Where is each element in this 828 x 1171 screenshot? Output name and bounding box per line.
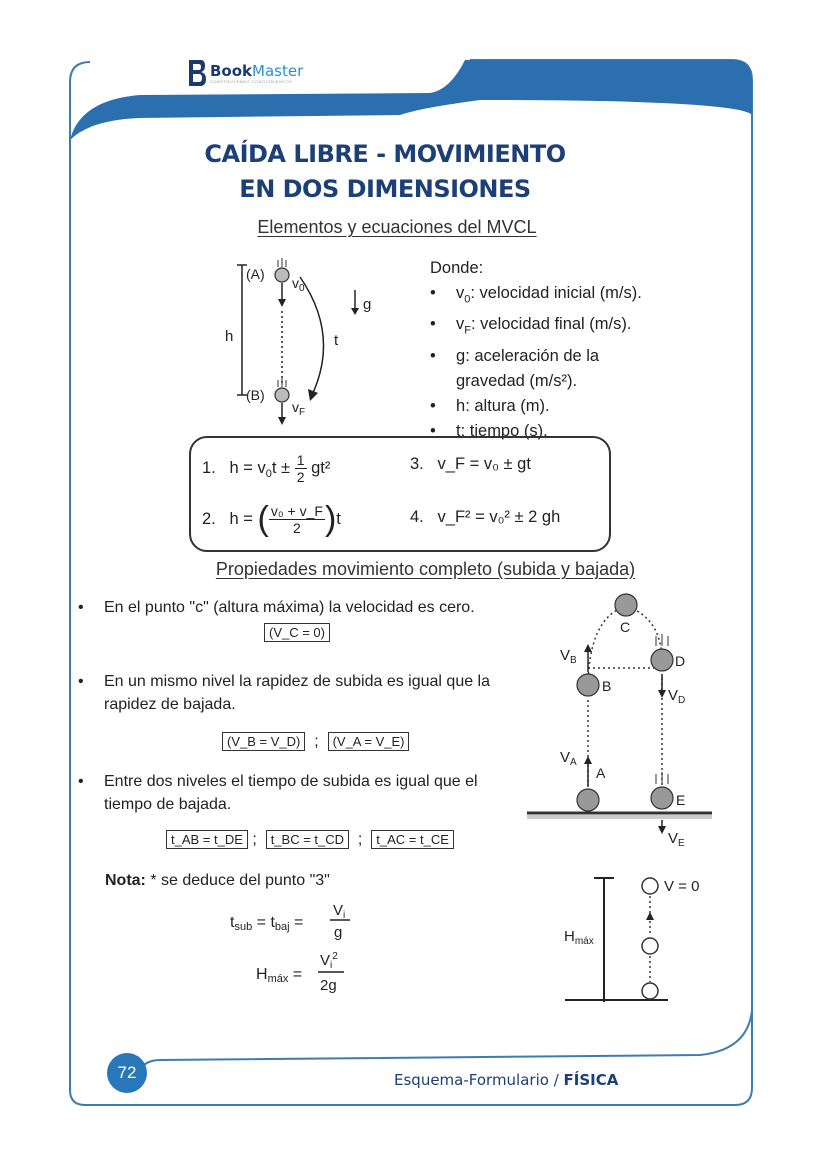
fraction-one-half: $\frac{1}{2}$ xyxy=(296,452,305,485)
label-vb: $V_B$ xyxy=(560,647,577,666)
ball-b xyxy=(577,674,599,696)
equation-3: 3. v_F = v₀ ± gt xyxy=(410,455,531,473)
svg-text:Hmáx =: Hmáx = xyxy=(256,966,303,985)
ball-b xyxy=(275,388,289,402)
ball-a xyxy=(275,268,289,282)
brand-name-part2: Master xyxy=(252,62,304,80)
derived-formulas xyxy=(220,890,390,1000)
equation-1: 1. $h = v_0t$ ± $\frac{1}{2}$ gt² xyxy=(202,452,331,485)
page-title-line1: CAÍDA LIBRE - MOVIMIENTO xyxy=(204,140,566,168)
ball-top xyxy=(642,878,658,894)
vf-label: $v_F$ xyxy=(292,399,306,418)
section1-title: Elementos y ecuaciones del MVCL xyxy=(257,217,537,237)
var-h: • h: altura (m). xyxy=(430,394,642,419)
free-fall-diagram xyxy=(220,255,380,430)
donde-heading: Donde: xyxy=(430,259,484,277)
formula-times-equal: t_AB = t_DE ; t_BC = t_CD ; t_AC = t_CE xyxy=(166,830,454,849)
ball-c xyxy=(615,594,637,616)
property-3: • Entre dos niveles el tiempo de subida es igual que el tiempo de bajada. xyxy=(78,773,478,813)
variables-list xyxy=(430,256,642,444)
equation-2: 2. h = ( $\frac{\text{v₀ + v\_F}}{2}$ )t xyxy=(202,500,341,538)
label-a: A xyxy=(596,765,606,781)
footer-text: Esquema-Formulario / FÍSICA xyxy=(394,1071,619,1089)
property-2: • En un mismo nivel la rapidez de subida es igual que la rapidez de bajada. xyxy=(78,673,491,713)
property-1: • En el punto "c" (altura máxima) la velocidad es cero. xyxy=(78,599,475,616)
svg-text:Vi: $V_i$ xyxy=(333,902,346,921)
g-label: g xyxy=(363,296,372,313)
label-va: $V_A$ xyxy=(560,749,577,768)
t-label: t xyxy=(334,332,339,349)
label-ve: $V_E$ xyxy=(668,830,685,849)
label-e: E xyxy=(676,792,686,808)
svg-text:g: g xyxy=(334,924,343,941)
point-a-label: (A) xyxy=(246,266,265,282)
label-c: C xyxy=(620,619,631,635)
brand-tagline: CONSTRUYENDO CONOCIMIENTOS xyxy=(210,79,293,84)
label-b: B xyxy=(602,678,612,694)
ball-e xyxy=(651,787,673,809)
ball-mid xyxy=(642,938,658,954)
ball-a xyxy=(577,789,599,811)
v0-label: $v_0$ xyxy=(292,275,305,294)
formula-speed-equal: (V_B = V_D) ; (V_A = V_E) xyxy=(222,732,409,751)
section2-title: Propiedades movimiento completo (subida y bajada) xyxy=(215,559,636,579)
ball-d xyxy=(651,649,673,671)
var-g-cont: gravedad (m/s²). xyxy=(456,371,578,390)
var-v0: • $v_0$: velocidad inicial (m/s). xyxy=(430,281,642,312)
page-title-line2: EN DOS DIMENSIONES xyxy=(239,175,531,203)
formula-vc: (V_C = 0) xyxy=(264,623,330,642)
vertical-launch-diagram xyxy=(522,588,718,850)
svg-text:Vi2: $V_i^2$ xyxy=(320,951,338,971)
hmax-label: $H_{máx}$ xyxy=(564,928,594,947)
ball-bottom xyxy=(642,983,658,999)
page-number: 72 xyxy=(107,1053,147,1093)
svg-text:tsub = tbaj =: tsub = tbaj = xyxy=(230,914,304,933)
var-vf: • $v_F$: velocidad final (m/s). xyxy=(430,312,642,343)
max-height-diagram xyxy=(560,870,720,1010)
brand-name-part1: Book xyxy=(210,62,253,80)
note: Nota: * se deduce del punto "3" xyxy=(105,872,330,889)
point-b-label: (B) xyxy=(246,387,265,403)
var-t: • t: tiempo (s). xyxy=(430,419,642,444)
book-icon xyxy=(186,58,206,88)
v-zero-label: V = 0 xyxy=(664,878,700,895)
brand-logo xyxy=(186,58,303,88)
fraction-v-average: $\frac{\text{v₀ + v\_F}}{2}$ xyxy=(270,503,323,536)
equation-4: 4. v_F² = v₀² ± 2 gh xyxy=(410,508,561,526)
label-d: D xyxy=(675,653,686,669)
label-vd: $V_D$ xyxy=(668,687,686,706)
h-label: h xyxy=(225,328,234,345)
svg-text:2g: 2g xyxy=(320,977,337,994)
var-g: • g: aceleración de la xyxy=(430,344,642,369)
